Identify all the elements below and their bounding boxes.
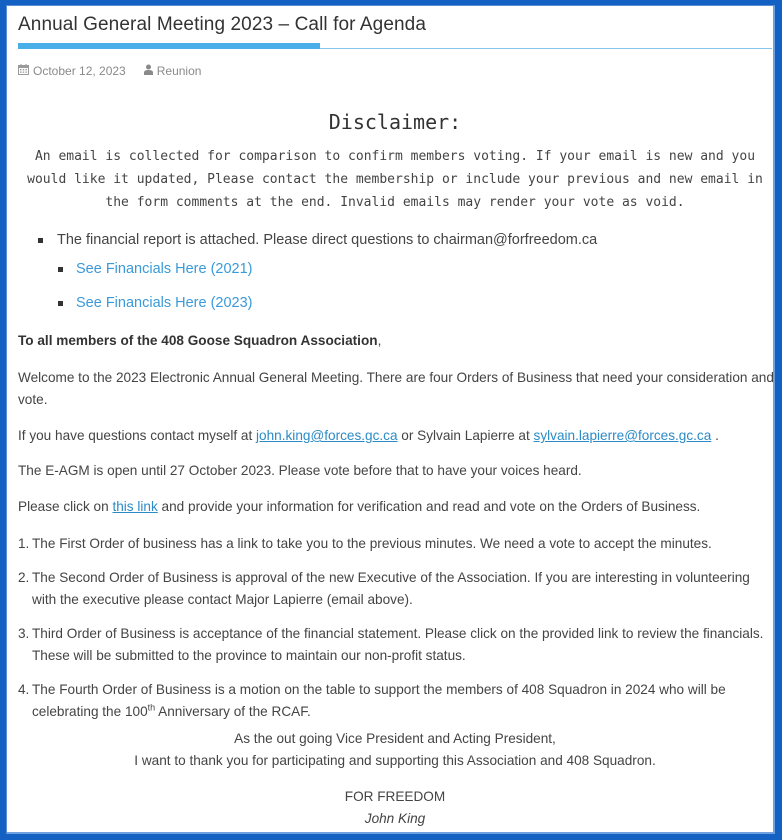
closing-message bbox=[18, 728, 772, 772]
signature-name: John King bbox=[364, 811, 426, 826]
motto: FOR FREEDOM bbox=[344, 789, 446, 804]
order-item bbox=[18, 533, 772, 555]
bullet-icon bbox=[58, 301, 63, 306]
order-number: 1. bbox=[18, 536, 30, 551]
contact-paragraph bbox=[18, 425, 774, 447]
user-icon bbox=[144, 64, 153, 78]
financials-2023-link[interactable]: See Financials Here (2023) bbox=[76, 295, 253, 311]
financials-2021-link[interactable]: See Financials Here (2021) bbox=[76, 261, 253, 277]
click-prefix: Please click on bbox=[18, 499, 113, 514]
ordinal-suffix: th bbox=[147, 702, 156, 713]
order-text: The First Order of business has a link to take you to the previous minutes. We need a vote to accept the minutes. bbox=[32, 536, 712, 551]
post-author[interactable] bbox=[144, 64, 202, 78]
financials-note-text: The financial report is attached. Please direct questions to chairman@forfreedom.ca bbox=[57, 232, 598, 248]
order-item bbox=[18, 623, 772, 667]
post-date[interactable]: October 12, 2023 bbox=[33, 64, 126, 78]
title-accent-bar bbox=[18, 43, 320, 49]
order-number: 3. bbox=[18, 626, 30, 641]
contact-suffix: . bbox=[711, 428, 719, 443]
contact-prefix: If you have questions contact myself at bbox=[18, 428, 257, 443]
bullet-icon bbox=[38, 238, 43, 243]
bullet-icon bbox=[58, 267, 63, 272]
deadline-paragraph: The E-AGM is open until 27 October 2023. Please vote before that to have your voices heard. bbox=[18, 463, 582, 478]
financials-link-item bbox=[18, 286, 597, 320]
disclaimer-heading: Disclaimer: bbox=[328, 110, 462, 134]
post-meta bbox=[18, 64, 201, 78]
order-item bbox=[18, 679, 772, 723]
contact-middle: or Sylvain Lapierre at bbox=[397, 428, 534, 443]
closing-line-2: I want to thank you for participating and supporting this Association and 408 Squadron. bbox=[134, 753, 656, 768]
order-number: 4. bbox=[18, 682, 30, 697]
click-suffix: and provide your information for verification and read and vote on the Orders of Business. bbox=[157, 499, 701, 514]
welcome-paragraph: Welcome to the 2023 Electronic Annual General Meeting. There are four Orders of Business that need your consideration and vote. bbox=[18, 370, 774, 407]
sylvain-lapierre-email-link[interactable]: sylvain.lapierre@forces.gc.ca bbox=[533, 428, 712, 443]
greeting-text: To all members of the 408 Goose Squadron Association bbox=[18, 333, 378, 348]
post-title: Annual General Meeting 2023 – Call for Agenda bbox=[18, 14, 426, 35]
vote-link[interactable]: this link bbox=[112, 499, 158, 514]
order-item bbox=[18, 567, 772, 611]
order-text: Third Order of Business is acceptance of the financial statement. Please click on the provided link to review the financials. These will be submitted to the province to maintain our non-profit status. bbox=[32, 626, 764, 663]
greeting-comma: , bbox=[377, 333, 382, 348]
orders-of-business bbox=[18, 533, 772, 735]
financials-link-item bbox=[18, 252, 597, 286]
financials-note bbox=[18, 228, 597, 252]
financials-list bbox=[18, 228, 597, 320]
closing-line-1: As the out going Vice President and Acting President, bbox=[234, 731, 556, 746]
author-name[interactable]: Reunion bbox=[156, 64, 202, 78]
order-text-after: Anniversary of the RCAF. bbox=[155, 704, 311, 719]
disclaimer-text: An email is collected for comparison to confirm members voting. If your email is new and you would like it updated, Please contact the membership or include your previous and new email in the form comments at the end. Invalid emails may render your vote as void. bbox=[27, 149, 763, 210]
john-king-email-link[interactable]: john.king@forces.gc.ca bbox=[256, 428, 398, 443]
order-text: The Second Order of Business is approval of the new Executive of the Association. If you are interesting in volunteering with the executive please contact Major Lapierre (email above). bbox=[32, 570, 750, 607]
order-number: 2. bbox=[18, 570, 30, 585]
calendar-icon bbox=[18, 64, 29, 78]
signature-block bbox=[18, 786, 772, 830]
greeting bbox=[18, 330, 774, 352]
order-text-before: The Fourth Order of Business is a motion on the table to support the members of 408 Squadron in 2024 who will be celebrating the 100 bbox=[32, 682, 726, 719]
vote-link-paragraph bbox=[18, 496, 774, 518]
